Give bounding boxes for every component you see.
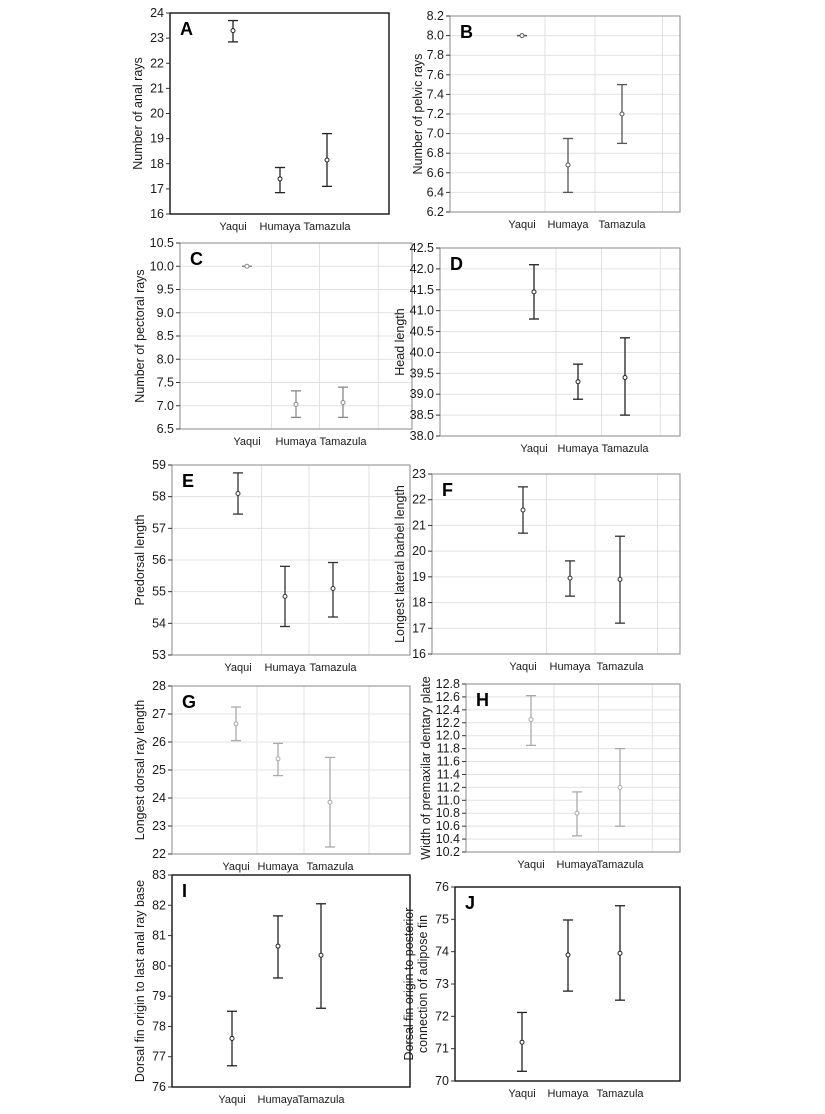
mean-point	[618, 951, 622, 955]
errorbar-tamazula	[322, 134, 332, 187]
chart-panel-d	[393, 241, 680, 455]
chart-panel-h	[419, 676, 680, 871]
y-tick-label: 40.5	[409, 324, 434, 339]
y-tick-label: 19	[150, 131, 164, 146]
y-axis-label: Longest dorsal ray length	[133, 699, 147, 841]
mean-point	[575, 811, 579, 815]
x-category-label: Yaqui	[508, 219, 536, 231]
mean-point	[278, 177, 282, 181]
y-tick-label: 27	[152, 707, 166, 721]
x-category-label: Tamazula	[319, 436, 367, 448]
errorbar-yaqui	[517, 34, 527, 38]
y-tick-label: 41.5	[409, 282, 434, 297]
y-tick-label: 57	[152, 521, 166, 536]
y-tick-label: 38.5	[409, 408, 434, 423]
chart-panel-i	[133, 868, 410, 1106]
y-axis-label: Dorsal fin origin to posterior	[402, 907, 416, 1061]
y-tick-label: 39.5	[409, 366, 434, 381]
y-tick-label: 38.0	[409, 429, 434, 443]
y-tick-label: 23	[152, 819, 166, 833]
y-tick-label: 7.5	[156, 375, 174, 390]
y-tick-label: 72	[435, 1009, 449, 1024]
y-tick-label: 80	[152, 958, 166, 973]
y-tick-label: 55	[152, 584, 166, 599]
x-category-label: Tamazula	[598, 219, 646, 231]
chart-panel-j	[402, 880, 680, 1100]
y-tick-label: 17	[150, 181, 164, 196]
errorbar-yaqui	[518, 487, 528, 533]
errorbar-yaqui	[242, 264, 252, 268]
x-category-label: Humaya	[547, 219, 589, 231]
mean-point	[520, 1040, 524, 1044]
errorbar-tamazula	[316, 904, 326, 1008]
mean-point	[521, 508, 525, 512]
y-tick-label: 24	[150, 6, 164, 20]
y-tick-label: 7.4	[426, 87, 444, 102]
x-category-label: Humaya	[257, 1094, 299, 1106]
mean-point	[618, 785, 622, 789]
errorbar-humaya	[275, 168, 285, 193]
mean-point	[566, 163, 570, 167]
y-tick-label: 7.2	[426, 107, 444, 121]
y-tick-label: 24	[152, 791, 166, 805]
panel-label: G	[182, 692, 197, 712]
y-tick-label: 22	[412, 492, 426, 507]
y-tick-label: 16	[412, 647, 426, 661]
mean-point	[230, 1037, 234, 1041]
x-category-label: Yaqui	[520, 443, 548, 455]
y-tick-label: 28	[152, 679, 166, 693]
errorbar-humaya	[273, 916, 283, 978]
errorbar-tamazula	[615, 906, 625, 1000]
x-category-label: Yaqui	[224, 662, 252, 674]
x-category-label: Yaqui	[219, 221, 247, 233]
panel-label: E	[182, 471, 195, 491]
y-tick-label: 41.0	[409, 303, 434, 318]
x-category-label: Tamazula	[596, 859, 644, 871]
mean-point	[325, 158, 329, 162]
chart-panel-e	[133, 458, 410, 674]
x-category-label: Humaya	[547, 1088, 589, 1100]
chart-panel-f	[393, 467, 680, 673]
x-category-label: Yaqui	[233, 436, 261, 448]
mean-point	[341, 400, 345, 404]
x-category-label: Tamazula	[309, 662, 357, 674]
panel-label: H	[476, 690, 489, 710]
x-category-label: Humaya	[557, 443, 599, 455]
y-tick-label: 23	[150, 31, 164, 46]
y-tick-label: 6.5	[156, 422, 174, 436]
y-tick-label: 6.4	[426, 185, 444, 200]
y-axis-label: Number of pelvic rays	[411, 53, 425, 175]
panel-label: A	[180, 19, 193, 39]
panel-label: D	[450, 254, 463, 274]
y-tick-label: 8.5	[156, 329, 174, 343]
plot-frame	[466, 684, 680, 852]
mean-point	[231, 29, 235, 33]
errorbar-humaya	[563, 139, 573, 193]
x-category-label: Humaya	[556, 859, 598, 871]
y-tick-label: 8.0	[426, 28, 444, 43]
y-axis-label: Longest lateral barbel length	[393, 485, 407, 643]
y-tick-label: 11.8	[436, 741, 460, 756]
mean-point	[618, 577, 622, 581]
panel-label: I	[182, 881, 188, 901]
y-tick-label: 12.4	[435, 702, 460, 717]
y-tick-label: 71	[435, 1041, 449, 1056]
chart-panel-b	[411, 9, 680, 231]
chart-panel-c	[133, 236, 412, 448]
panel-label: J	[465, 893, 476, 913]
y-tick-label: 22	[150, 56, 164, 71]
mean-point	[623, 376, 627, 380]
x-category-label: Yaqui	[517, 859, 545, 871]
y-tick-label: 7.8	[426, 48, 444, 63]
y-tick-label: 6.6	[426, 165, 444, 180]
y-tick-label: 12.2	[435, 715, 460, 730]
mean-point	[566, 953, 570, 957]
y-tick-label: 10.8	[435, 806, 460, 821]
y-tick-label: 54	[152, 616, 166, 631]
x-category-label: Tamazula	[297, 1094, 345, 1106]
y-tick-label: 59	[152, 458, 166, 472]
y-tick-label: 10.4	[435, 832, 460, 847]
y-tick-label: 23	[412, 467, 426, 481]
y-axis-label: connection of adipose fin	[416, 914, 430, 1054]
y-tick-label: 12.6	[435, 689, 460, 704]
y-tick-label: 11.6	[436, 754, 460, 769]
panel-label: B	[460, 22, 473, 42]
x-category-label: Humaya	[264, 662, 306, 674]
y-tick-label: 11.2	[436, 780, 460, 795]
y-tick-label: 25	[152, 763, 166, 777]
errorbar-yaqui	[526, 696, 536, 746]
errorbar-yaqui	[233, 473, 243, 514]
plot-frame	[432, 474, 680, 654]
y-axis-label: Width of premaxilar dentary plate	[419, 676, 433, 860]
y-tick-label: 70	[435, 1074, 449, 1088]
errorbar-yaqui	[228, 21, 238, 42]
y-tick-label: 12.0	[435, 728, 460, 743]
mean-point	[520, 34, 524, 38]
y-tick-label: 8.2	[426, 9, 444, 23]
y-tick-label: 20	[412, 544, 426, 559]
mean-point	[620, 112, 624, 116]
errorbar-humaya	[572, 792, 582, 836]
errorbar-tamazula	[620, 338, 630, 415]
y-tick-label: 18	[150, 156, 164, 171]
errorbar-humaya	[273, 743, 283, 775]
panel-label: C	[190, 249, 203, 269]
mean-point	[576, 380, 580, 384]
y-tick-label: 76	[152, 1080, 166, 1094]
x-category-label: Tamazula	[596, 661, 644, 673]
errorbar-humaya	[565, 561, 575, 596]
y-tick-label: 74	[435, 944, 449, 959]
y-tick-label: 75	[435, 912, 449, 927]
errorbar-humaya	[563, 920, 573, 991]
mean-point	[283, 594, 287, 598]
y-tick-label: 9.5	[156, 282, 174, 297]
mean-point	[328, 800, 332, 804]
y-tick-label: 9.0	[156, 305, 174, 320]
mean-point	[294, 402, 298, 406]
y-tick-label: 39.0	[409, 387, 434, 402]
x-category-label: Humaya	[259, 221, 301, 233]
chart-panel-g	[133, 679, 410, 873]
y-tick-label: 42.0	[409, 261, 434, 276]
mean-point	[245, 264, 249, 268]
y-tick-label: 6.8	[426, 146, 444, 161]
y-tick-label: 22	[152, 847, 166, 861]
y-tick-label: 78	[152, 1019, 166, 1034]
y-tick-label: 82	[152, 898, 166, 913]
x-category-label: Yaqui	[218, 1094, 246, 1106]
y-tick-label: 17	[412, 621, 426, 636]
chart-panel-a	[131, 6, 389, 233]
plot-frame	[172, 875, 410, 1087]
mean-point	[234, 722, 238, 726]
errorbar-humaya	[291, 391, 301, 418]
errorbar-yaqui	[231, 707, 241, 741]
x-category-label: Yaqui	[509, 661, 537, 673]
y-tick-label: 26	[152, 735, 166, 749]
y-tick-label: 76	[435, 880, 449, 894]
mean-point	[276, 757, 280, 761]
y-tick-label: 56	[152, 553, 166, 567]
y-tick-label: 21	[150, 81, 164, 96]
y-tick-label: 7.0	[426, 126, 444, 141]
mean-point	[319, 953, 323, 957]
mean-point	[529, 718, 533, 722]
y-tick-label: 11.0	[436, 793, 460, 808]
y-tick-label: 10.0	[149, 259, 174, 274]
y-tick-label: 20	[150, 106, 164, 121]
mean-point	[568, 576, 572, 580]
y-tick-label: 7.6	[426, 67, 444, 82]
y-tick-label: 73	[435, 977, 449, 991]
panel-label: F	[442, 480, 453, 500]
y-tick-label: 81	[152, 928, 166, 943]
mean-point	[331, 587, 335, 591]
x-category-label: Humaya	[275, 436, 317, 448]
y-axis-label: Head length	[393, 308, 407, 376]
x-category-label: Tamazula	[596, 1088, 644, 1100]
y-tick-label: 12.8	[435, 677, 460, 691]
y-tick-label: 16	[150, 207, 164, 221]
x-category-label: Tamazula	[306, 861, 354, 873]
errorbar-tamazula	[328, 563, 338, 617]
y-axis-label: Number of anal rays	[131, 57, 145, 170]
y-axis-label: Number of pectoral rays	[133, 269, 147, 403]
y-tick-label: 10.2	[435, 845, 460, 859]
x-category-label: Yaqui	[508, 1088, 536, 1100]
y-tick-label: 10.5	[149, 236, 174, 250]
y-tick-label: 6.2	[426, 205, 444, 219]
y-tick-label: 11.4	[436, 767, 460, 782]
errorbar-tamazula	[615, 536, 625, 623]
mean-point	[532, 290, 536, 294]
errorbar-yaqui	[517, 1012, 527, 1071]
x-category-label: Tamazula	[601, 443, 649, 455]
y-tick-label: 83	[152, 868, 166, 882]
x-category-label: Humaya	[257, 861, 299, 873]
errorbar-humaya	[280, 566, 290, 626]
y-tick-label: 77	[152, 1049, 166, 1064]
y-tick-label: 53	[152, 648, 166, 662]
y-axis-label: Dorsal fin origin to last anal ray base	[133, 879, 147, 1083]
errorbar-tamazula	[325, 757, 335, 847]
x-category-label: Humaya	[549, 661, 591, 673]
x-category-label: Tamazula	[303, 221, 351, 233]
y-tick-label: 40.0	[409, 345, 434, 360]
y-tick-label: 8.0	[156, 352, 174, 367]
y-axis-label: Predorsal length	[133, 514, 147, 606]
y-tick-label: 42.5	[409, 241, 434, 255]
y-tick-label: 21	[412, 518, 426, 533]
y-tick-label: 79	[152, 989, 166, 1004]
y-tick-label: 58	[152, 489, 166, 504]
plot-frame	[440, 248, 680, 436]
mean-point	[236, 492, 240, 496]
y-tick-label: 19	[412, 569, 426, 584]
y-tick-label: 7.0	[156, 398, 174, 413]
errorbar-yaqui	[227, 1011, 237, 1066]
y-tick-label: 10.6	[435, 819, 460, 834]
errorbar-tamazula	[338, 387, 348, 417]
y-tick-label: 18	[412, 595, 426, 610]
mean-point	[276, 944, 280, 948]
x-category-label: Yaqui	[222, 861, 250, 873]
